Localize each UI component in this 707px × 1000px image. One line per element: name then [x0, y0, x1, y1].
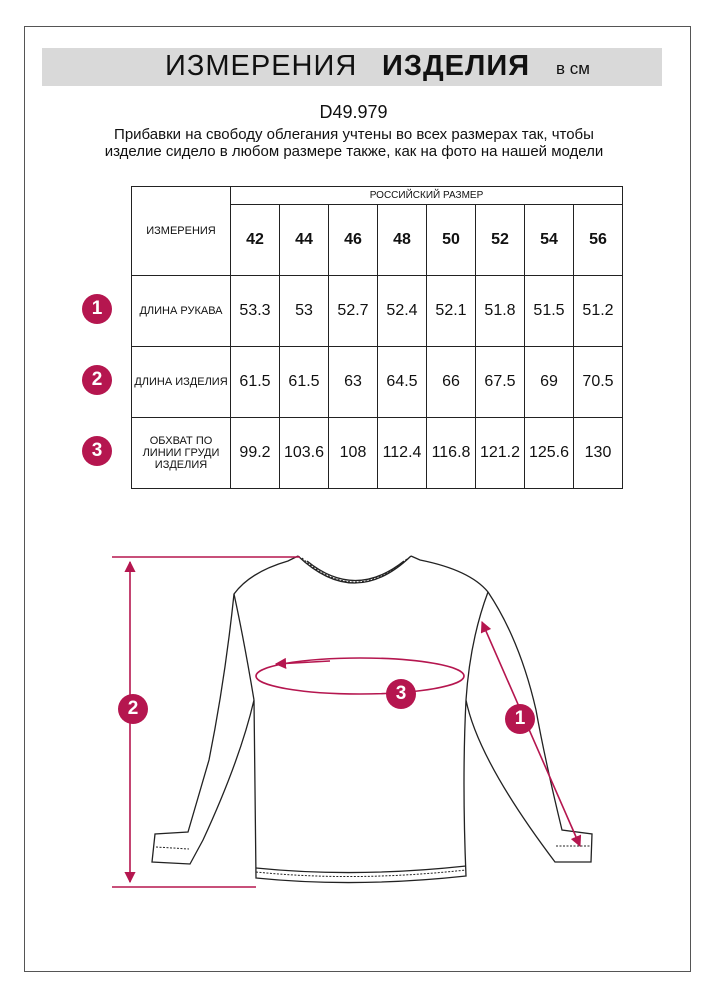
row-label: ОБХВАТ ПО ЛИНИИ ГРУДИ ИЗДЕЛИЯ [132, 418, 231, 489]
size-header: 46 [329, 205, 378, 276]
row-2-badge: 2 [82, 365, 112, 395]
diagram-marker-1: 1 [505, 704, 535, 734]
table-cell: 51.5 [525, 276, 574, 347]
size-header: 52 [476, 205, 525, 276]
title-unit: в см [556, 59, 590, 78]
table-cell: 64.5 [378, 347, 427, 418]
table-cell: 51.8 [476, 276, 525, 347]
size-caption: РОССИЙСКИЙ РАЗМЕР [231, 187, 623, 205]
fit-note: Прибавки на свободу облегания учтены во всех размерах так, чтобы изделие сидело в любом размере также, как на фото на нашей модели [104, 126, 604, 160]
title-measurements: ИЗМЕРЕНИЯ [165, 50, 358, 82]
size-header: 56 [574, 205, 623, 276]
size-header: 42 [231, 205, 280, 276]
row-3-badge: 3 [82, 436, 112, 466]
table-cell: 52.1 [427, 276, 476, 347]
table-cell: 52.7 [329, 276, 378, 347]
row-1-badge: 1 [82, 294, 112, 324]
table-cell: 108 [329, 418, 378, 489]
diagram-marker-3: 3 [386, 679, 416, 709]
table-cell: 53.3 [231, 276, 280, 347]
table-cell: 103.6 [280, 418, 329, 489]
table-cell: 70.5 [574, 347, 623, 418]
article-code: D49.979 [319, 102, 388, 122]
table-cell: 53 [280, 276, 329, 347]
row-label: ДЛИНА РУКАВА [132, 276, 231, 347]
table-cell: 121.2 [476, 418, 525, 489]
row-label: ДЛИНА ИЗДЕЛИЯ [132, 347, 231, 418]
table-cell: 63 [329, 347, 378, 418]
table-cell: 52.4 [378, 276, 427, 347]
size-header: 44 [280, 205, 329, 276]
table-cell: 66 [427, 347, 476, 418]
table-cell: 116.8 [427, 418, 476, 489]
table-cell: 130 [574, 418, 623, 489]
table-cell: 61.5 [280, 347, 329, 418]
corner-label: ИЗМЕРЕНИЯ [132, 187, 231, 276]
table-cell: 67.5 [476, 347, 525, 418]
table-cell: 51.2 [574, 276, 623, 347]
table-cell: 112.4 [378, 418, 427, 489]
table-cell: 69 [525, 347, 574, 418]
size-header: 54 [525, 205, 574, 276]
size-header: 48 [378, 205, 427, 276]
size-header: 50 [427, 205, 476, 276]
table-cell: 99.2 [231, 418, 280, 489]
diagram-marker-2: 2 [118, 694, 148, 724]
title-product: ИЗДЕЛИЯ [382, 50, 531, 82]
table-cell: 125.6 [525, 418, 574, 489]
table-cell: 61.5 [231, 347, 280, 418]
